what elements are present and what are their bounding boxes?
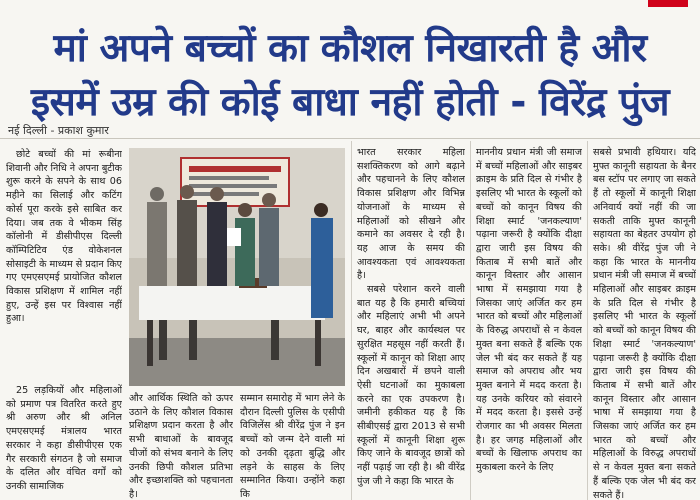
article-column-2: [129, 392, 233, 500]
article-paragraph: 25 लड़कियों और महिलाओं को प्रमाण पत्र वितरित करते हुए श्री अरुण और श्री अनिल एमएसएमई मंत्रालय भारत सरकार ने कहा डीसीपीएस एक गैर सरकारी संगठन है जो समाज के दलित और वंचित वर्गों को उनकी सामाजिक: [6, 385, 122, 492]
byline: नई दिल्ली - प्रकाश कुमार: [8, 124, 109, 137]
headline-line-2: इसमें उम्र की कोई बाधा नहीं होती - विरेंद्र पुंज: [30, 80, 670, 125]
article-paragraph: सबसे प्रभावी हथियार। यदि मुफ्त कानूनी सहायता के बैनर बस स्टॉप पर लगाए जा सकते हैं तो स्कूलों में कानूनी शिक्षा अनिवार्य क्यों नहीं की जा सकती ताकि मुफ्त कानूनी सहायता का बेहतर उपयोग हो सके। श्री वीरेंद्र पुंज जी ने कहा कि भारत के माननीय प्रधान मंत्री जी समाज में बच्चों महिलाओं और साइबर क्राइम के प्रति दिल से गंभीर है इसलिए भी भारत के स्कूलों को बच्चों को कानून विषय की शिक्षा स्मार्ट 'जनकल्याण' पढ़ाना जरूरी है क्योंकि दीक्षा द्वारा जारी इस विषय की किताब में सभी बातें और कानून विस्तार और आसान भाषा में समझाया गया है जिसका जाएं अर्जित कर हम भारत को बच्चों और महिलाओं के विरुद्ध अपराधों से न केवल मुक्त बना सकते हैं बल्कि एक जेल भी बंद कर सकते हैं।: [593, 147, 696, 500]
article-column-4: [357, 146, 465, 500]
column-divider: [587, 141, 588, 500]
header-rule: [0, 138, 700, 139]
event-photo: [129, 148, 345, 386]
article-paragraph: सबसे परेशान करने वाली बात यह है कि हमारी बच्चियां और महिलाएं अभी भी अपने घर, बाहर और कार्यस्थल पर सुरक्षित महसूस नहीं करती हैं। स्कूलों में कानून को शिक्षा आए दिन अखबारों में छपने वाली ऐसी घटनाओं का मुकाबला करने का एक उपकरण है। जमीनी हकीकत यह है कि सीबीएसई द्वारा 2013 से सभी स्कूलों में कानूनी शिक्षा शुरू किए जाने के बावजूद छात्रों को नहीं पढ़ाई जा रही है। श्री वीरेंद्र पुंज जी ने कहा कि भारत के: [357, 284, 465, 487]
column-divider: [470, 141, 471, 500]
column-divider: [351, 141, 352, 500]
article-column-1: [6, 148, 122, 384]
article-column-1b: [6, 384, 122, 500]
page-corner-mark: [648, 0, 688, 7]
article-column-3: [240, 392, 345, 500]
event-photo-image: [129, 148, 345, 386]
article-column-6: [593, 146, 696, 500]
article-paragraph: और आर्थिक स्थिति को ऊपर उठाने के लिए कौशल विकास प्रशिक्षण प्रदान करता है और सभी बाधाओं के बावजूद चीजों को संभव बनाने के लिए उनकी छिपी कौशल प्रतिभा और इच्छाशक्ति को पहचानता है।: [129, 393, 233, 500]
headline-line-1: मां अपने बच्चों का कौशल निखारती है और: [53, 26, 647, 71]
article-paragraph: भारत सरकार महिला सशक्तिकरण को आगे बढ़ाने और पहचानने के लिए कौशल विकास प्रशिक्षण और विभिन्न योजनाओं के माध्यम से महिलाओं को सीखने और कमाने का अवसर दे रही है। यह आज के समय की आवश्यकता एवं आवश्यकता है।: [357, 147, 465, 282]
article-paragraph: सम्मान समारोह में भाग लेने के दौरान दिल्ली पुलिस के एसीपी विजिलेंस श्री वीरेंद्र पुंज ने इन बच्चों को जन्म देने वाली मां को उनकी दृढ़ता बुद्धि और लड़ने के साहस के लिए सम्मानित किया। उन्होंने कहा कि: [240, 393, 345, 500]
article-paragraph: माननीय प्रधान मंत्री जी समाज में बच्चों महिलाओं और साइबर क्राइम के प्रति दिल से गंभीर है इसलिए भी भारत के स्कूलों को बच्चों को कानून विषय की शिक्षा स्मार्ट 'जनकल्याण' पढ़ाना जरूरी है क्योंकि दीक्षा द्वारा जारी इस विषय की किताब में सभी बातें और कानून विस्तार और आसान भाषा में समझाया गया है जिसका जाएं अर्जित कर हम भारत को बच्चों और महिलाओं के विरुद्ध अपराधों से न केवल मुक्त बना सकते हैं बल्कि एक जेल भी बंद कर सकते हैं यह समाज को अपराध और भय मुक्त बनाने में मदद करता है। यह उनके करियर को संवारने में मदद करता है। इससे उन्हें रोजगार का भी अवसर मिलता है। हर जगह महिलाओं और बच्चों के खिलाफ अपराध का मुकाबला करने के लिए: [476, 147, 582, 474]
article-paragraph: छोटे बच्चों की मां रूबीना शिवानी और निधि ने अपना बुटीक शुरू करने के सपने के साथ 06 महीने का सिलाई और कटिंग कोर्स पूरा करके इसे साबित कर दिया। जब तक वे भीकम सिंह कॉलोनी में डीसीपीएस दिल्ली कॉम्पिटिटिव एंड वोकेशनल सोसाइटी के माध्यम से प्रदान किए गए एमएसएमई प्रायोजित कौशल विकास प्रशिक्षण में शामिल नहीं हुए, उन्हें इस पर विश्वास नहीं हुआ।: [6, 149, 122, 325]
article-column-5: [476, 146, 582, 500]
